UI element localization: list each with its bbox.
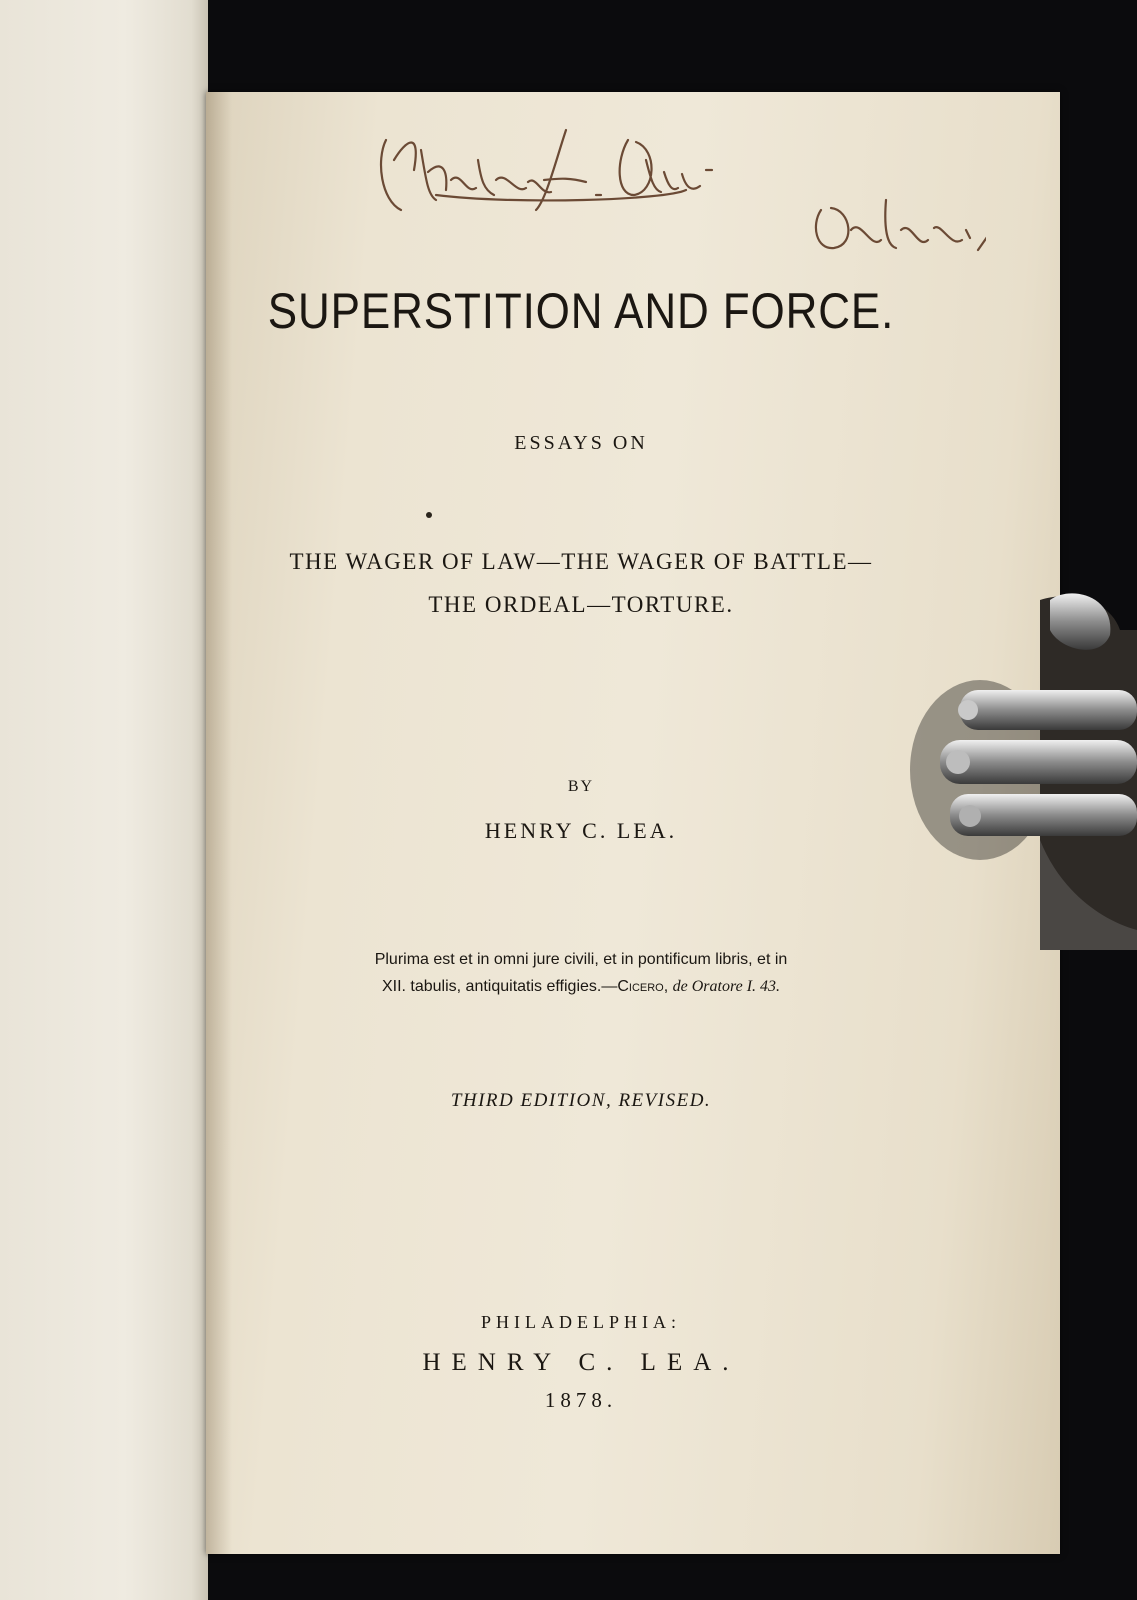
epigraph [154,946,1008,1000]
epigraph-source: de Oratore I. 43. [672,978,781,995]
epigraph-line-1: Plurima est et in omni jure civili, et in pontificum libris, et in [374,951,788,968]
metal-page-clamp [900,590,1137,970]
epigraph-cicero: Cicero [617,978,664,995]
epigraph-line-2 [154,973,1008,1000]
subject-line-1: THE WAGER OF LAW—THE WAGER OF BATTLE— [289,549,873,574]
imprint-year: 1878. [544,1388,618,1412]
book-title: SUPERSTITION AND FORCE. [267,283,895,339]
subject-lines [154,540,1008,626]
edition-note: THIRD EDITION, REVISED. [450,1090,712,1111]
epigraph-comma: , [663,978,673,995]
imprint-publisher: HENRY C. LEA. [422,1349,740,1376]
epigraph-line-2-text: XII. tabulis, antiquitatis effigies.— [381,978,618,995]
essays-on-heading: ESSAYS ON [514,432,648,454]
subject-line-2: THE ORDEAL—TORTURE. [428,592,734,617]
handwritten-signature [366,100,986,280]
ink-dot [426,512,432,518]
imprint-city: PHILADELPHIA: [481,1312,681,1332]
author-name: HENRY C. LEA. [484,818,678,843]
by-label: BY [567,778,595,795]
